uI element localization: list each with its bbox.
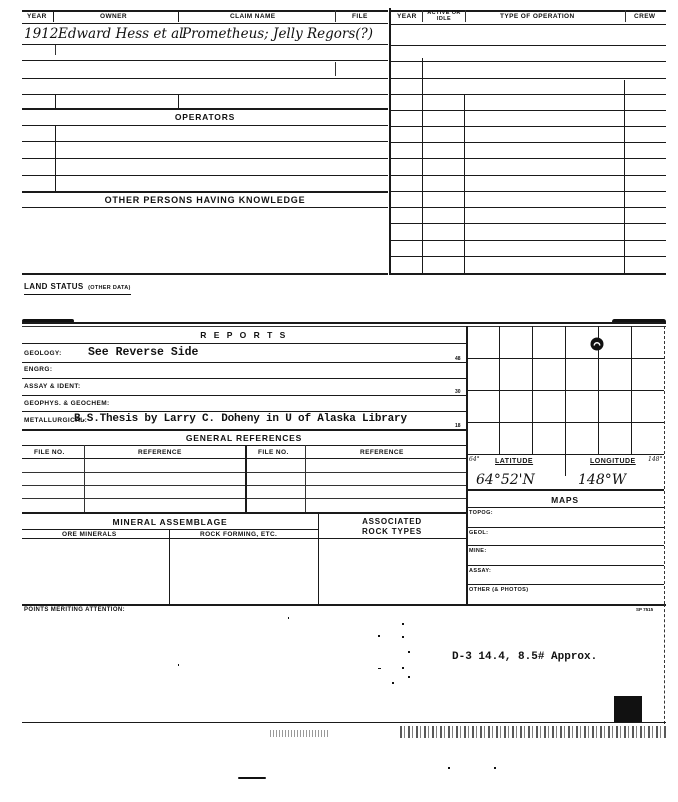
associated-rock-types-title-2: ROCK TYPES: [361, 527, 422, 536]
col-header-file: FILE: [352, 13, 368, 20]
longitude-suffix: 148°: [648, 456, 663, 463]
map-field-mine: MINE:: [469, 548, 487, 554]
report-label-geology: GEOLOGY:: [24, 350, 62, 357]
maps-title: MAPS: [551, 495, 579, 505]
col-header-owner: OWNER: [100, 13, 127, 20]
operators-title: OPERATORS: [174, 112, 236, 122]
map-field-topog: TOPOG:: [469, 510, 493, 516]
col-header-active-or-idle: ACTIVE OR IDLE: [427, 10, 461, 22]
report-value-geology: See Reverse Side: [88, 346, 199, 359]
associated-rock-types-title-1: ASSOCIATED: [362, 517, 422, 526]
points-meriting-attention-label: POINTS MERITING ATTENTION:: [24, 607, 126, 613]
col-header-op-year: YEAR: [397, 13, 417, 20]
scan-noise-band: [400, 726, 666, 738]
report-label-engrg: ENGRG:: [24, 366, 53, 373]
ref-header-file-no-2: FILE NO.: [258, 449, 289, 456]
reports-title: R E P O R T S: [200, 330, 288, 340]
ref-header-reference-1: REFERENCE: [138, 449, 182, 456]
report-label-assay: ASSAY & IDENT:: [24, 383, 81, 390]
map-field-other-photos: OTHER (& PHOTOS): [469, 587, 529, 593]
map-field-geol: GEOL:: [469, 530, 489, 536]
ref-header-file-no-1: FILE NO.: [34, 449, 65, 456]
report-label-geophys: GEOPHYS. & GEOCHEM:: [24, 400, 110, 407]
report-code-geology: 48: [455, 356, 461, 362]
claim-year: 1912: [24, 26, 59, 42]
report-label-metallurgical: METALLURGICAL:: [24, 417, 88, 424]
rock-forming-header: ROCK FORMING, ETC.: [200, 531, 278, 538]
longitude-value: 148°W: [578, 472, 627, 488]
claim-name: Prometheus; Jelly Regors(?): [182, 26, 374, 42]
col-header-crew: CREW: [634, 13, 656, 20]
latitude-label: LATITUDE: [495, 458, 534, 465]
location-marker-icon: [590, 337, 604, 351]
col-header-claim-name: CLAIM NAME: [230, 13, 276, 20]
scan-artifact-block: [614, 696, 642, 723]
report-value-metallurgical: B.S.Thesis by Larry C. Doheny in U of Alaska Library: [74, 413, 407, 425]
latitude-value: 64°52'N: [476, 472, 535, 488]
general-references-title: GENERAL REFERENCES: [185, 433, 303, 443]
report-code-metallurgical: 18: [455, 423, 461, 429]
col-header-type-of-operation: TYPE OF OPERATION: [500, 13, 575, 20]
col-header-year: YEAR: [27, 13, 47, 20]
other-persons-title: OTHER PERSONS HAVING KNOWLEDGE: [104, 195, 306, 205]
form-code: SP 7515: [636, 607, 654, 612]
points-note: D-3 14.4, 8.5# Approx.: [452, 651, 598, 663]
ore-minerals-header: ORE MINERALS: [62, 531, 117, 538]
map-field-assay: ASSAY:: [469, 568, 492, 574]
longitude-label: LONGITUDE: [590, 458, 636, 465]
land-status-label: LAND STATUS: [24, 282, 84, 291]
report-code-assay: 30: [455, 389, 461, 395]
ref-header-reference-2: REFERENCE: [360, 449, 404, 456]
latitude-prefix: 64°: [469, 456, 480, 463]
land-status-sublabel: (OTHER DATA): [88, 285, 131, 291]
mineral-assemblage-title: MINERAL ASSEMBLAGE: [112, 517, 228, 527]
claim-owner: Edward Hess et al: [58, 26, 184, 42]
